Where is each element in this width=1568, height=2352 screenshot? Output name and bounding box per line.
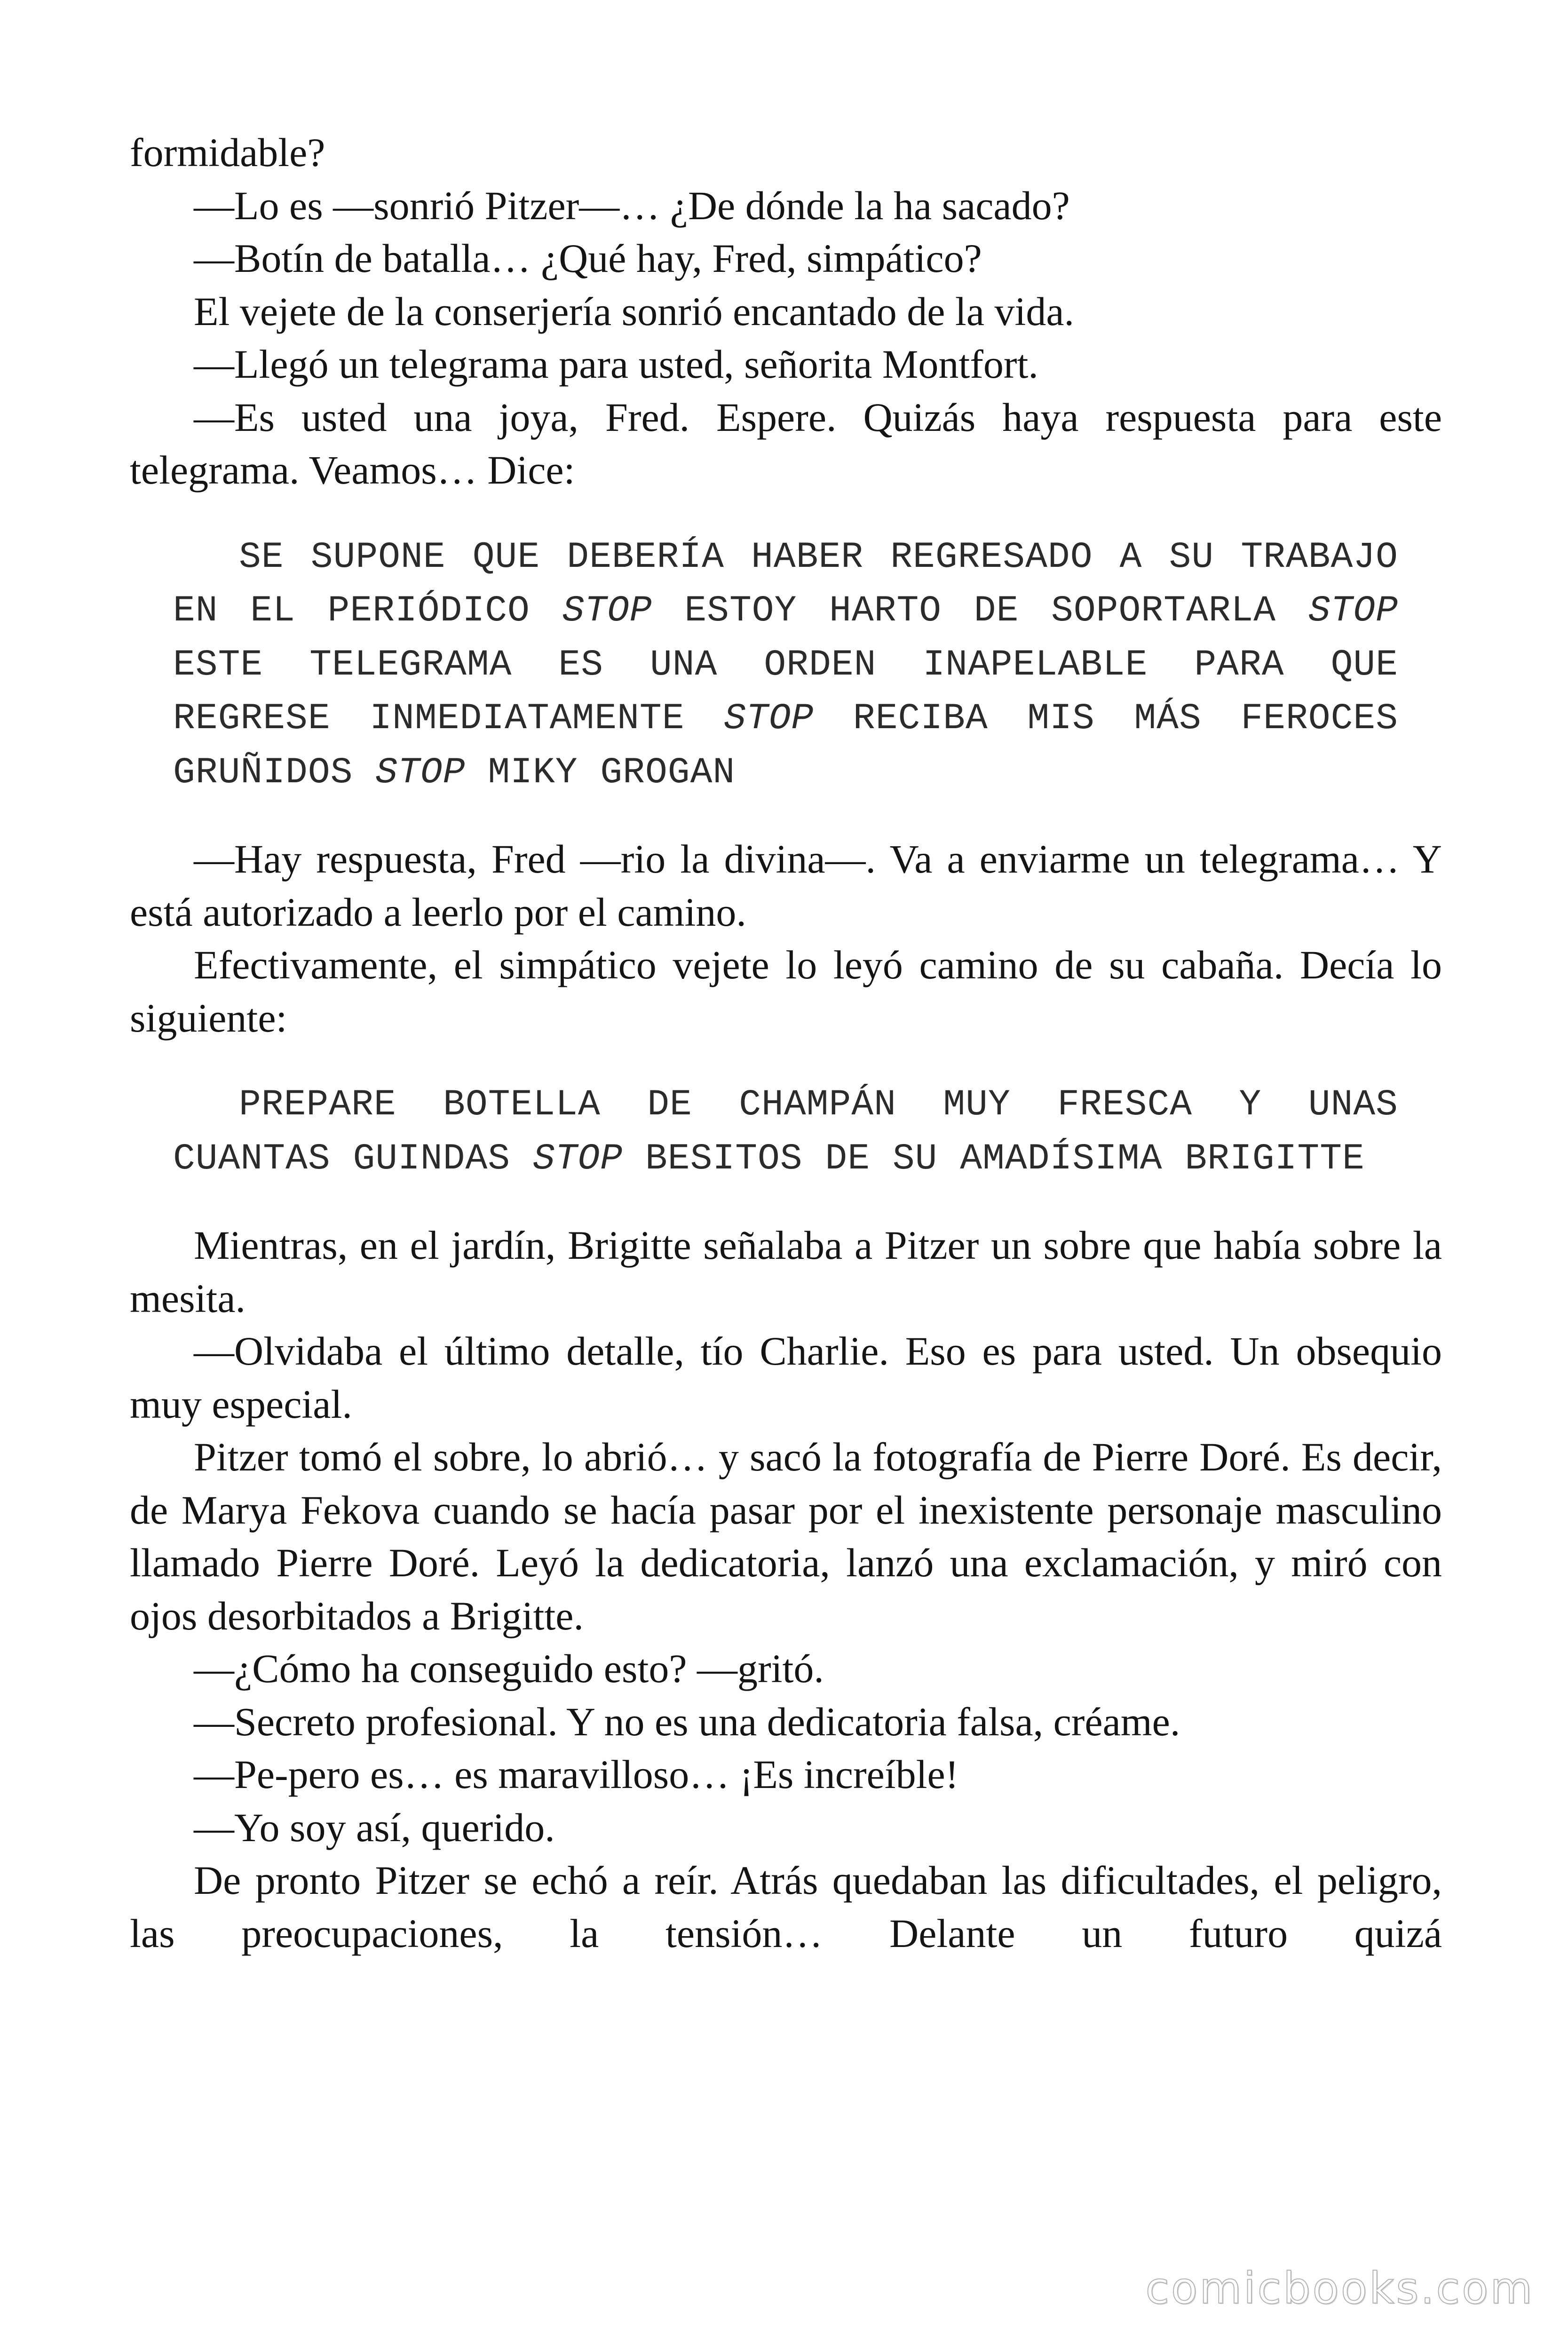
telegram-text: PREPARE BOTELLA DE CHAMPÁN MUY FRESCA Y UNAS CUANTAS GUINDAS — [173, 1084, 1398, 1180]
paragraph: formidable? — [130, 130, 325, 175]
telegram-stop: STOP — [1308, 590, 1399, 632]
telegram-stop: STOP — [724, 698, 814, 739]
paragraph: —Olvidaba el último detalle, tío Charlie. Eso es para usted. Un obsequio muy especial. — [130, 1328, 1442, 1427]
paragraph: —Pe-pero es… es maravilloso… ¡Es increíble! — [194, 1752, 959, 1797]
telegram-stop: STOP — [562, 590, 652, 632]
paragraph: Efectivamente, el simpático vejete lo leyó camino de su cabaña. Decía lo siguiente: — [130, 942, 1442, 1041]
paragraph: El vejete de la conserjería sonrió encantado de la vida. — [194, 288, 1075, 334]
paragraph: —Llegó un telegrama para usted, señorita Montfort. — [194, 342, 1038, 387]
telegram-text: SE SUPONE QUE DEBERÍA HABER REGRESADO A SU TRABAJO EN EL PERIÓDICO — [173, 536, 1398, 632]
telegram-stop: STOP — [375, 752, 466, 794]
telegram-block — [130, 1078, 1398, 1186]
paragraph: —Botín de batalla… ¿Qué hay, Fred, simpático? — [194, 236, 982, 281]
paragraph: —Yo soy así, querido. — [194, 1804, 555, 1850]
telegram-stop: STOP — [532, 1138, 623, 1180]
paragraph: —Es usted una joya, Fred. Espere. Quizás haya respuesta para este telegrama. Veamos… Dice: — [130, 394, 1442, 493]
paragraph: De pronto Pitzer se echó a reír. Atrás quedaban las dificultades, el peligro, las preocupaciones, la tensión… Delante un futuro quizá — [130, 1858, 1442, 1956]
paragraph: —Lo es —sonrió Pitzer—… ¿De dónde la ha sacado? — [194, 183, 1070, 228]
telegram-text: ESTOY HARTO DE SOPORTARLA — [652, 590, 1308, 632]
telegram-text: BESITOS DE SU AMADÍSIMA BRIGITTE — [623, 1138, 1365, 1180]
watermark: comicbooks.com — [1145, 2263, 1534, 2313]
telegram-block — [130, 531, 1398, 800]
paragraph: —¿Cómo ha conseguido esto? —gritó. — [194, 1646, 824, 1691]
telegram-text: RECIBA MIS MÁS FEROCES GRUÑIDOS — [173, 698, 1399, 794]
paragraph: Mientras, en el jardín, Brigitte señalaba a Pitzer un sobre que había sobre la mesita. — [130, 1223, 1442, 1321]
paragraph: —Hay respuesta, Fred —rio la divina—. Va a enviarme un telegrama… Y está autorizado a leerlo por el camino. — [130, 836, 1442, 935]
telegram-text: MIKY GROGAN — [465, 752, 736, 794]
telegram-text: ESTE TELEGRAMA ES UNA ORDEN INAPELABLE PARA QUE REGRESE INMEDIATAMENTE — [173, 644, 1398, 739]
paragraph: Pitzer tomó el sobre, lo abrió… y sacó la fotografía de Pierre Doré. Es decir, de Marya Fekova cuando se hacía pasar por el inexistente personaje masculino llamado Pierre Doré. Leyó la dedicatoria, lanzó una exclamación, y miró con ojos desorbitados a Brigitte. — [130, 1434, 1442, 1638]
book-page — [130, 126, 1442, 1960]
paragraph: —Secreto profesional. Y no es una dedicatoria falsa, créame. — [194, 1699, 1180, 1744]
